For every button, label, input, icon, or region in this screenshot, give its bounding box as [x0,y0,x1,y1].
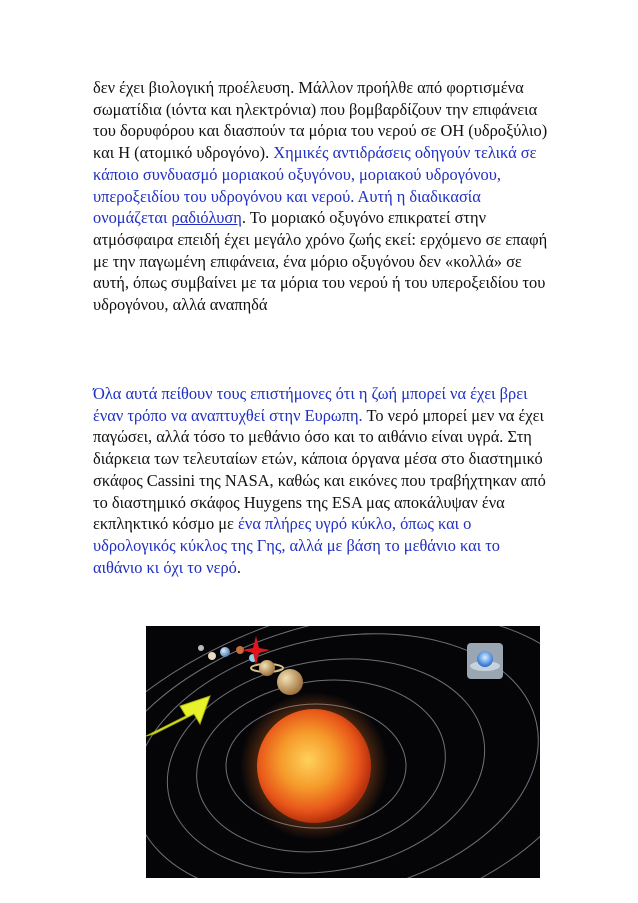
planet-mercury [198,645,204,651]
ufo-icon [467,643,503,679]
planet-venus [208,652,216,660]
solar-system-illustration [146,626,540,878]
radiolysis-link[interactable]: ραδιόλυση [171,208,242,228]
text-run: . Το μοριακό οξυγόνο επικρατεί στην ατμόσφαιρα επειδή έχει μεγάλο χρόνο ζωής εκεί: ερχόμενο σε επαφή με την παγωμένη επιφάνεια, ένα μόριο οξυγόνου δεν «κολλά» σε αυτή, όπως συμβαίνει με τα μόρια του νερού ή του υπεροξειδίου του υδρογόνου, αλλά αναπηδά [93,208,548,315]
planet-jupiter [277,669,303,695]
text-run: δεν έχει βιολογική προέλευση. Μάλλον προήλθε από φορτισμένα σωματίδια (ιόντα και ηλεκτρόνια) που βομβαρδίζουν την επιφάνεια του δορυφόρου και διασπούν τα μόρια του νερού σε OH (υδροξύλιο) και H (ατομικό υδρογόνο). [93,78,548,163]
highlighted-text: Χημικές αντιδράσεις οδηγούν τελικά σε κάποιο συνδυασμό μοριακού οξυγόνου, μοριακού υδρογόνου, υπεροξειδίου του υδρογόνου και νερού. Αυτή η διαδικασία ονομάζεται [93,143,537,228]
paragraph-life-on-europa [93,383,553,578]
paragraph-radiolysis [93,77,553,316]
text-run: . [236,557,241,577]
sun-icon [240,692,388,840]
highlighted-text: Όλα αυτά πείθουν τους επιστήμονες ότι η ζωή μπορεί να έχει βρει έναν τρόπο να αναπτυχθεί στην Ευρωπη. [93,384,528,425]
highlighted-text: ένα πλήρες υγρό κύκλο, όπως και ο υδρολογικός κύκλος της Γης, αλλά με βάση το μεθάνιο και το αιθάνιο κι όχι το νερό [93,514,500,577]
planet-earth [220,647,230,657]
text-run: Το νερό μπορεί μεν να έχει παγώσει, αλλά τόσο το μεθάνιο όσο και το αιθάνιο είναι υγρά. Στη διάρκεια των τελευταίων ετών, κάποια όργανα μέσα στο διαστημικό σκάφος Cassini της NASA, καθώς και εικόνες που τραβήχτηκαν από το διαστημικό σκάφος Huygens της ESA μας αποκάλυψαν ένα εκπληκτικό κόσμο με [93,405,546,534]
